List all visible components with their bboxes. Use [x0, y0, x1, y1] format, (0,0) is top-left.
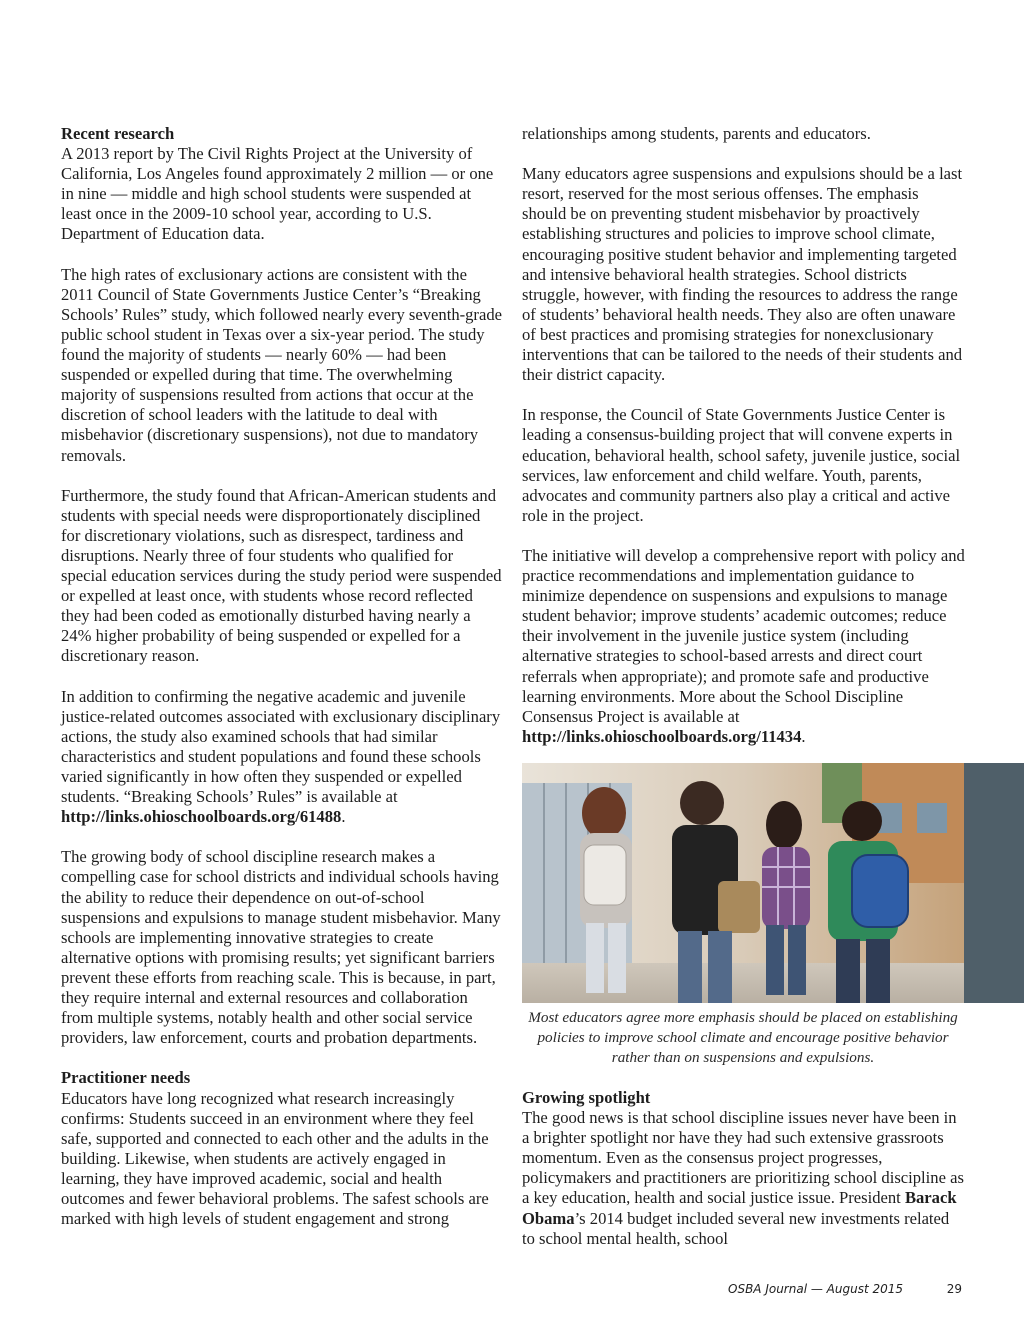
paragraph: [522, 1108, 966, 1249]
page-footer: [640, 1282, 962, 1296]
paragraph: The high rates of exclusionary actions are consistent with the 2011 Council of State Governments Justice Center’s “Breaking Schools’ Rules” study, which followed nearly every seventh-grade public school student in Texas over a six-year period. The study found the majority of students — nearly 60% — had been suspended or expelled during that time. The overwhelming majority of suspensions resulted from actions that occur at the discretion of school leaders with the latitude to deal with misbehavior (discretionary suspensions), not due to mandatory removals.: [61, 264, 502, 465]
left-column: [61, 124, 503, 1249]
paragraph: Furthermore, the study found that African-American students and students with special needs were disproportionately disciplined for discretionary violations, such as disrespect, tardiness and disruptions. Nearly three of four students who qualified for special education services during the study period were suspended or expelled at least once, with students whose record reflected they had been coded as emotionally disturbed having nearly a 24% higher probability of being suspended or expelled for a discretionary reason.: [61, 485, 502, 666]
paragraph: Educators have long recognized what research increasingly confirms: Students succeed in an environment where they feel safe, supported and connected to each other and the adults in the building. Likewise, when students are actively engaged in learning, they have improved academic, social and health outcomes and fewer behavioral problems. The safest schools are marked with high levels of student engagement and strong: [61, 1088, 489, 1229]
right-column: [522, 124, 966, 767]
page-number: 29: [946, 1282, 962, 1296]
paragraph: [61, 687, 503, 828]
paragraph-end: .: [801, 726, 806, 746]
journal-title: OSBA Journal — August 2015: [728, 1282, 904, 1296]
paragraph: [522, 546, 966, 747]
right-column-bottom: [522, 1088, 966, 1269]
students-walking-photo: [522, 763, 964, 1003]
side-tab-decoration: [964, 763, 1024, 1003]
photo-caption: Most educators agree more emphasis should be placed on establishing policies to improve school climate and encourage positive behavior rather than on suspensions and expulsions.: [528, 1009, 958, 1067]
paragraph-end: ’s 2014 budget included several new investments related to school mental health, school: [522, 1208, 950, 1248]
paragraph: In response, the Council of State Governments Justice Center is leading a consensus-building project that will convene experts in education, behavioral health, school safety, juvenile justice, social services, law enforcement and child welfare. Youth, parents, advocates and community partners also play a critical and active role in the project.: [522, 405, 961, 525]
heading-recent-research: Recent research: [61, 124, 175, 143]
paragraph-text: The initiative will develop a comprehensive report with policy and practice recommendations and implementation guidance to minimize dependence on suspensions and expulsions to manage student behavior; improve students’ academic outcomes; reduce their involvement in the juvenile justice system (including alternative strategies to school-based arrests and direct court referrals when appropriate); and promote safe and productive learning environments. More about the School Discipline Consensus Project is available at: [522, 545, 965, 726]
heading-practitioner-needs: Practitioner needs: [61, 1068, 191, 1088]
paragraph-end: .: [341, 807, 346, 827]
photo-illustration: [522, 763, 964, 1003]
paragraph: Many educators agree suspensions and expulsions should be a last resort, reserved for the most serious offenses. The emphasis should be on preventing student misbehavior by proactively establishing structures and policies to improve school climate, encouraging positive student behavior and implementing targeted and intensive behavioral health strategies. School districts struggle, however, with finding the resources to address the range of students’ behavioral health needs. They also are often unaware of best practices and promising strategies for nonexclusionary interventions that can be tailored to the needs of their students and their district capacity.: [522, 164, 963, 385]
paragraph: The growing body of school discipline research makes a compelling case for school districts and individual schools having the ability to reduce their dependence on out-of-school suspensions and expulsions to manage student misbehavior. Many schools are implementing innovative strategies to create alternative options with promising results; yet significant barriers prevent these efforts from reaching scale. This is because, in part, they require internal and external resources and collaboration from multiple systems, notably health and other social service providers, law enforcement, courts and probation departments.: [61, 847, 501, 1048]
paragraph-text: In addition to confirming the negative academic and juvenile justice-related outcomes associated with exclusionary disciplinary actions, the study also examined schools that had similar characteristics and student populations and found these schools varied significantly in how often they suspended or expelled students. “Breaking Schools’ Rules” is available at: [61, 686, 501, 807]
heading-growing-spotlight: Growing spotlight: [522, 1088, 651, 1107]
breaking-schools-link[interactable]: http://links.ohioschoolboards.org/61488: [61, 807, 342, 827]
consensus-project-link[interactable]: http://links.ohioschoolboards.org/11434: [522, 726, 802, 746]
paragraph: A 2013 report by The Civil Rights Project at the University of California, Los Angeles found approximately 2 million — or one in nine — middle and high school students were suspended at least once in the 2009-10 school year, according to U.S. Department of Education data.: [61, 144, 494, 244]
paragraph: relationships among students, parents and educators.: [522, 124, 871, 143]
paragraph-text: The good news is that school discipline issues never have been in a brighter spotlight nor have they had such extensive grassroots momentum. Even as the consensus project progresses, policymakers and practitioners are prioritizing school discipline as a key education, health and social justice issue. President: [522, 1108, 964, 1208]
bold-name: Barack Obama: [522, 1188, 957, 1228]
